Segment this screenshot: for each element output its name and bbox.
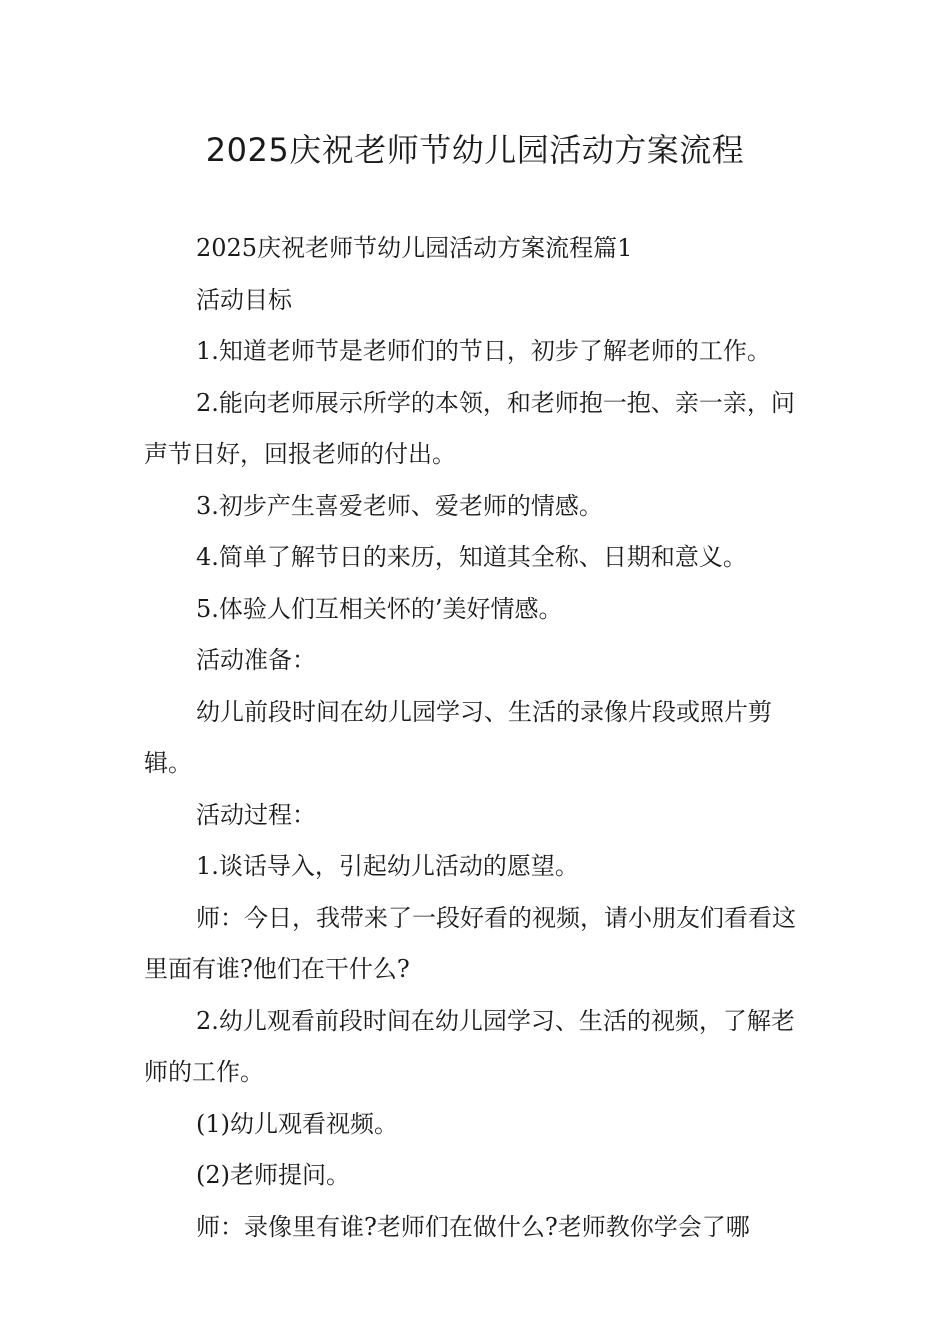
section-heading: 2025庆祝老师节幼儿园活动方案流程篇1: [196, 234, 633, 262]
paragraph-preparation: 幼儿前段时间在幼儿园学习、生活的录像片段或照片剪辑。: [144, 697, 772, 777]
paragraph-teacher-line-2: 师：录像里有谁?老师们在做什么?老师教你学会了哪: [196, 1212, 750, 1241]
document-body: [144, 223, 809, 1253]
paragraph-substep-2: (2)老师提问。: [196, 1161, 350, 1189]
paragraph-step-1: 1.谈话导入，引起幼儿活动的愿望。: [196, 852, 579, 880]
paragraph-step-2: 2.幼儿观看前段时间在幼儿园学习、生活的视频，了解老师的工作。: [144, 1006, 795, 1086]
paragraph-process-heading: 活动过程：: [196, 800, 316, 829]
document-title: 2025庆祝老师节幼儿园活动方案流程: [205, 131, 745, 169]
paragraph-goal-1: 1.知道老师节是老师们的节日，初步了解老师的工作。: [196, 337, 771, 365]
paragraph-goal-2: 2.能向老师展示所学的本领，和老师抱一抱、亲一亲，问声节日好，回报老师的付出。: [144, 388, 795, 468]
paragraph-goal-5: 5.体验人们互相关怀的’美好情感。: [196, 594, 563, 623]
paragraph-teacher-line-1: 师：今日，我带来了一段好看的视频，请小朋友们看看这里面有谁?他们在干什么?: [144, 903, 796, 983]
paragraph-preparation-heading: 活动准备：: [196, 646, 316, 674]
paragraph-goals-heading: 活动目标: [196, 285, 292, 314]
paragraph-goal-3: 3.初步产生喜爱老师、爱老师的情感。: [196, 491, 603, 520]
paragraph-goal-4: 4.简单了解节日的来历，知道其全称、日期和意义。: [196, 543, 747, 571]
paragraph-substep-1: (1)幼儿观看视频。: [196, 1109, 398, 1138]
